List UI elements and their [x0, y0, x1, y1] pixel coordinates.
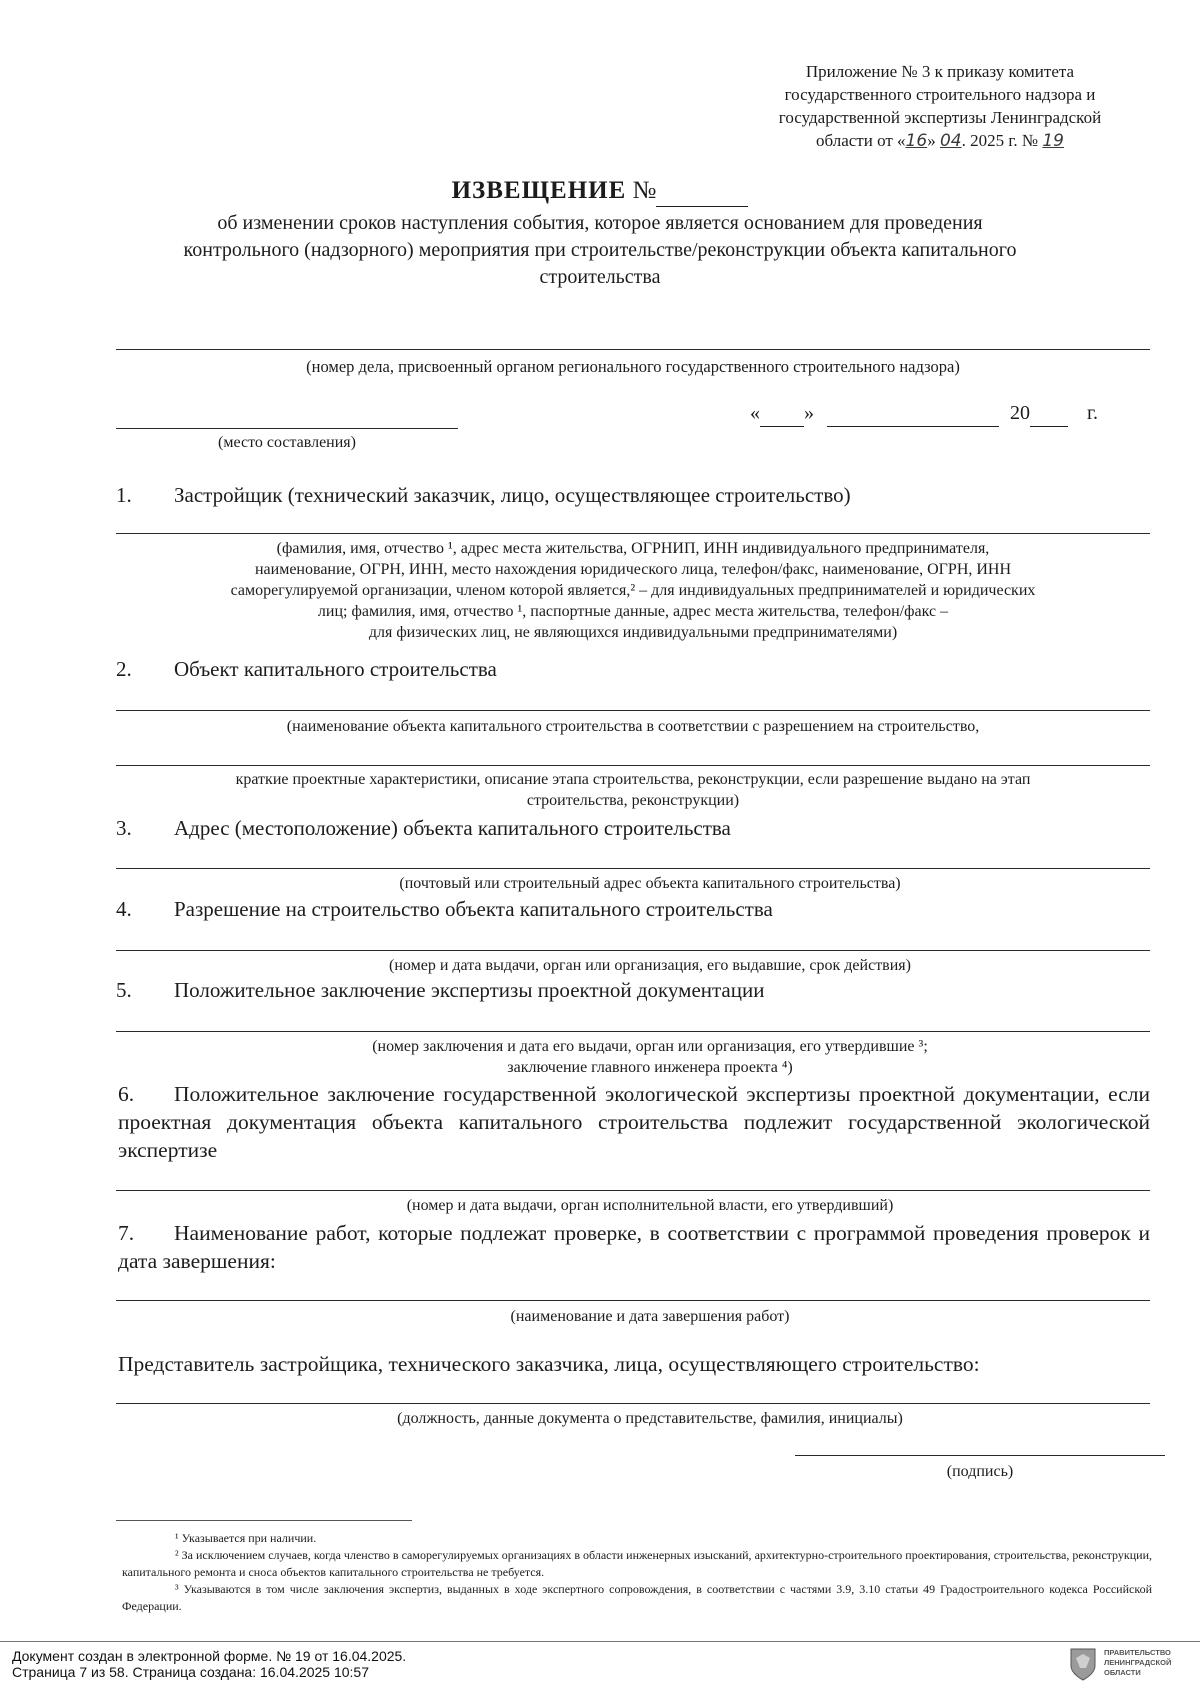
case-number-line[interactable]	[116, 349, 1150, 350]
footnote-1: ¹ Указывается при наличии.	[175, 1531, 317, 1545]
title-number-sign: №	[632, 177, 657, 204]
footer-separator	[0, 1641, 1200, 1642]
date-open-quote: «	[750, 402, 760, 424]
section-6-line[interactable]	[116, 1190, 1150, 1191]
section-text: Положительное заключение государственной экологической экспертизы проектной документации, если проектная документация объекта капитального строительства подлежит государственной экологической экспертизе	[118, 1082, 1150, 1162]
section-6-text	[118, 1080, 1150, 1164]
footer-line-2: Страница 7 из 58. Страница создана: 16.04.2025 10:57	[12, 1664, 369, 1680]
date-close-quote: »	[804, 402, 814, 424]
section-number: 2.	[116, 657, 132, 681]
footnote-separator	[116, 1520, 412, 1521]
year-prefix: 20	[1010, 402, 1030, 424]
footnote-3-text: ³ Указываются в том числе заключения экспертиз, выданных в ходе экспертного сопровождения, в соответствии с частями 3.9, 3.10 статьи 49 Градостроительного кодекса Российской Федерации.	[122, 1582, 1152, 1613]
signature-caption: (подпись)	[946, 1463, 1014, 1480]
section-text: Наименование работ, которые подлежат проверке, в соответствии с программой проведения проверок и дата завершения:	[118, 1221, 1150, 1273]
section-label: Положительное заключение экспертизы проектной документации	[174, 978, 765, 1002]
place-line[interactable]	[116, 428, 458, 429]
document-title	[0, 176, 1200, 207]
section-2-heading	[116, 656, 1156, 683]
representative-label: Представитель застройщика, технического заказчика, лица, осуществляющего строительство:	[118, 1352, 980, 1376]
footnote-2	[122, 1547, 1152, 1581]
section-number: 3.	[116, 816, 132, 840]
government-logo	[1068, 1646, 1193, 1684]
caption-line: (фамилия, имя, отчество ¹, адрес места жительства, ОГРНИП, ИНН индивидуального предпринимателя,	[276, 540, 990, 557]
section-7-text	[118, 1219, 1150, 1275]
day-blank[interactable]	[760, 400, 804, 427]
logo-text-line: ОБЛАСТИ	[1104, 1668, 1141, 1677]
logo-text	[1104, 1648, 1171, 1678]
place-caption: (место составления)	[218, 434, 356, 451]
section-label: Объект капитального строительства	[174, 657, 497, 681]
subtitle-line: строительства	[539, 266, 661, 288]
section-label: Адрес (местоположение) объекта капитального строительства	[174, 816, 731, 840]
section-number: 4.	[116, 897, 132, 921]
section-label: Застройщик (технический заказчик, лицо, осуществляющее строительство)	[174, 483, 851, 507]
footer-line-1: Документ создан в электронной форме. № 19 от 16.04.2025.	[12, 1648, 407, 1664]
section-1-heading	[116, 482, 1156, 509]
case-number-caption: (номер дела, присвоенный органом регионального государственного строительного надзора)	[306, 357, 960, 376]
section-2-caption-1: (наименование объекта капитального строительства в соответствии с разрешением на строительство,	[286, 718, 980, 735]
section-2-line-1[interactable]	[116, 710, 1150, 711]
section-number: 6.	[118, 1082, 135, 1106]
handwritten-order-number: 19	[1042, 131, 1064, 151]
logo-text-line: ЛЕНИНГРАДСКОЙ	[1104, 1658, 1172, 1667]
footnote-3	[122, 1581, 1152, 1615]
section-4-caption: (номер и дата выдачи, орган или организация, его выдавшие, срок действия)	[389, 957, 911, 974]
subtitle-line: об изменении сроков наступления события, которое является основанием для проведения	[217, 212, 983, 234]
caption-line: лиц; фамилия, имя, отчество ¹, паспортные данные, адрес места жительства, телефон/факс –	[317, 603, 949, 620]
appendix-line: государственного строительного надзора и	[784, 85, 1096, 104]
section-number: 1.	[116, 483, 132, 507]
signature-line[interactable]	[795, 1455, 1165, 1456]
caption-line: наименование, ОГРН, ИНН, место нахождения юридического лица, телефон/факс, наименование, ОГРН, ИНН	[254, 561, 1012, 578]
section-3-line[interactable]	[116, 868, 1150, 869]
caption-line: саморегулируемой организации, членом которой является,² – для индивидуальных предпринимателей и юридических	[230, 582, 1036, 599]
section-7-line[interactable]	[116, 1300, 1150, 1301]
year-suffix: г.	[1087, 402, 1098, 424]
section-number: 7.	[118, 1221, 135, 1245]
appendix-line: Приложение № 3 к приказу комитета	[805, 62, 1075, 81]
year-blank[interactable]	[1030, 400, 1068, 427]
appendix-date-line: области от «16» 04. 2025 г. № 19	[816, 131, 1064, 151]
handwritten-month: 04	[939, 131, 962, 151]
section-number: 5.	[116, 978, 132, 1002]
date-sep: »	[927, 131, 936, 150]
coat-of-arms-icon	[1068, 1646, 1098, 1682]
section-6-caption: (номер и дата выдачи, орган исполнительной власти, его утвердивший)	[406, 1197, 894, 1214]
appendix-reference	[700, 60, 1200, 153]
document-subtitle	[100, 210, 1100, 291]
section-5-caption	[200, 1036, 1100, 1078]
title-number-blank	[656, 176, 748, 207]
caption-line: заключение главного инженера проекта ⁴)	[507, 1059, 793, 1076]
section-3-caption: (почтовый или строительный адрес объекта капитального строительства)	[399, 875, 901, 892]
date-prefix: области от «	[816, 131, 906, 150]
section-3-heading	[116, 815, 1156, 842]
section-2-line-2[interactable]	[116, 765, 1150, 766]
appendix-line: государственной экспертизы Ленинградской	[778, 108, 1102, 127]
caption-line: (номер заключения и дата его выдачи, орган или организация, его утвердившие ³;	[372, 1038, 928, 1055]
month-blank[interactable]	[827, 400, 999, 427]
footnote-2-text: ² За исключением случаев, когда членство в саморегулируемых организациях в области инженерных изысканий, архитектурно-строительного проектирования, строительства, реконструкции, капитального ремонта и сноса объектов капитального строительства не требуется.	[122, 1548, 1152, 1579]
section-7-caption: (наименование и дата завершения работ)	[510, 1308, 790, 1325]
section-2-caption-2	[116, 769, 1150, 811]
section-4-line[interactable]	[116, 950, 1150, 951]
representative-caption: (должность, данные документа о представительстве, фамилия, инициалы)	[397, 1410, 903, 1427]
title-heading: ИЗВЕЩЕНИЕ	[451, 177, 627, 204]
compile-date	[750, 400, 1130, 427]
handwritten-day: 16	[905, 131, 928, 151]
section-1-line[interactable]	[116, 533, 1150, 534]
section-4-heading	[116, 896, 1156, 923]
subtitle-line: контрольного (надзорного) мероприятия при строительстве/реконструкции объекта капитального	[183, 239, 1017, 261]
caption-line: строительства, реконструкции)	[526, 792, 740, 809]
section-5-line[interactable]	[116, 1031, 1150, 1032]
section-label: Разрешение на строительство объекта капитального строительства	[174, 897, 773, 921]
section-1-caption	[116, 538, 1150, 643]
caption-line: для физических лиц, не являющихся индивидуальными предпринимателями)	[368, 624, 898, 641]
logo-text-line: ПРАВИТЕЛЬСТВО	[1104, 1648, 1171, 1657]
caption-line: краткие проектные характеристики, описание этапа строительства, реконструкции, если разрешение выдано на этап	[235, 771, 1031, 788]
representative-line[interactable]	[116, 1403, 1150, 1404]
section-5-heading	[116, 977, 1156, 1004]
date-year-no: 2025 г. №	[970, 131, 1039, 150]
footer-info	[12, 1648, 712, 1680]
